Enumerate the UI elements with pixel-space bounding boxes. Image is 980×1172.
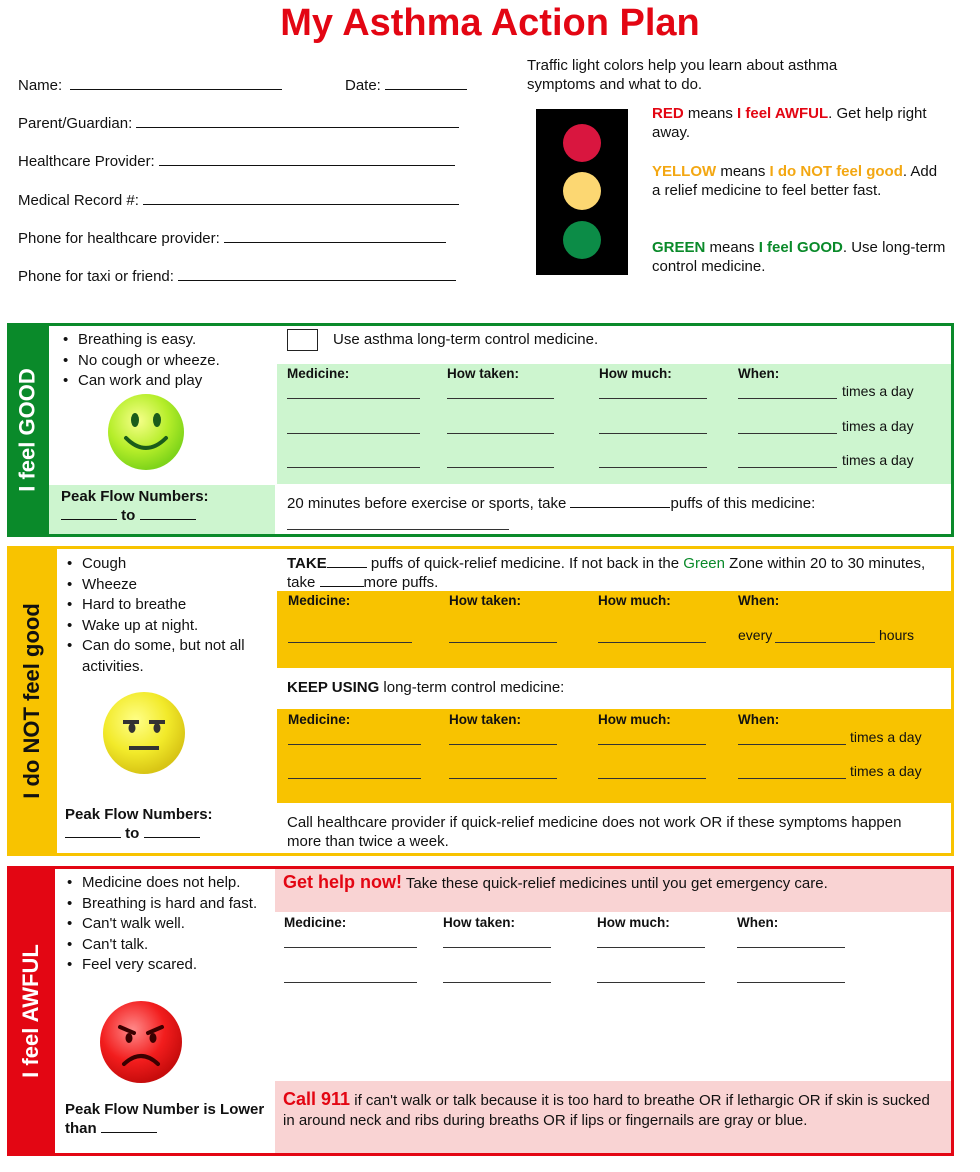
col-how-taken: How taken:: [447, 366, 520, 381]
times-a-day: times a day: [842, 383, 914, 399]
record-field[interactable]: [18, 191, 459, 209]
more-puffs-blank[interactable]: [320, 573, 364, 587]
keep-label: KEEP USING: [287, 679, 380, 696]
symptom-item: • Can do some, but not all activities.: [62, 636, 274, 677]
symptom-item: • Breathing is hard and fast.: [62, 894, 274, 915]
how-taken-blank[interactable]: [447, 467, 554, 468]
happy-face-icon: [106, 392, 186, 472]
exercise-instruction: [287, 494, 927, 513]
take-puffs-blank[interactable]: [327, 554, 367, 568]
how-much-blank[interactable]: [597, 947, 705, 948]
symptom-item: • Feel very scared.: [62, 955, 274, 976]
traffic-light-intro: Traffic light colors help you learn about asthma symptoms and what to do.: [527, 57, 838, 93]
times-a-day: times a day: [842, 418, 914, 434]
checkbox-label: Use asthma long-term control medicine.: [333, 331, 599, 348]
green-symptoms: [58, 330, 273, 392]
col-medicine: Medicine:: [288, 593, 351, 608]
green-zone-label: I feel GOOD: [15, 368, 41, 492]
provider-blank[interactable]: [159, 152, 455, 166]
page-title: My Asthma Action Plan: [280, 2, 700, 44]
take-green-word: Green: [683, 555, 725, 572]
medicine-blank[interactable]: [284, 947, 417, 948]
yellow-means: means: [716, 163, 770, 180]
times-a-day: times a day: [850, 729, 922, 745]
peakflow-to: to: [121, 507, 136, 524]
how-much-blank[interactable]: [599, 433, 707, 434]
red-zone-tab: [7, 866, 55, 1156]
medicine-blank[interactable]: [287, 467, 420, 468]
peakflow-label: Peak Flow Number is Lower than: [65, 1101, 265, 1137]
provider-label: Healthcare Provider:: [18, 153, 155, 170]
provider-field[interactable]: [18, 152, 455, 170]
col-medicine: Medicine:: [288, 712, 351, 727]
yellow-symptoms: [62, 554, 274, 677]
parent-label: Parent/Guardian:: [18, 115, 133, 132]
hours-label: hours: [879, 627, 915, 643]
when-blank[interactable]: [738, 467, 837, 468]
how-much-blank[interactable]: [599, 398, 707, 399]
how-much-blank[interactable]: [598, 778, 706, 779]
col-when: When:: [737, 915, 779, 930]
symptom-item: • Hard to breathe: [62, 595, 274, 616]
symptom-item: • Cough: [62, 554, 274, 575]
how-taken-blank[interactable]: [449, 642, 557, 643]
take-label: TAKE: [287, 555, 327, 572]
puffs-blank[interactable]: [570, 494, 670, 508]
name-blank[interactable]: [70, 76, 282, 90]
date-blank[interactable]: [385, 76, 467, 90]
yellow-rest: . Add a relief medicine to feel better fast.: [652, 163, 938, 199]
col-how-much: How much:: [597, 915, 670, 930]
how-taken-blank[interactable]: [447, 433, 554, 434]
col-medicine: Medicine:: [287, 366, 350, 381]
red-feel: I feel AWFUL: [737, 105, 829, 122]
name-field[interactable]: [18, 76, 282, 94]
when-blank[interactable]: [738, 433, 837, 434]
when-blank[interactable]: [738, 778, 846, 779]
green-zone-tab: [7, 323, 49, 537]
how-taken-blank[interactable]: [449, 778, 557, 779]
green-rest: . Use long-term control medicine.: [652, 239, 946, 275]
call911-text: if can't walk or talk because it is too hard to breathe OR if lethargic OR if skin is sucked in around neck and ribs during breaths OR if lips or fingernails are gray or blue.: [283, 1092, 930, 1129]
record-label: Medical Record #:: [18, 192, 139, 209]
col-how-much: How much:: [599, 366, 672, 381]
medicine-blank[interactable]: [287, 433, 420, 434]
take-text-b: Zone within 20 to 30 minutes, take: [287, 555, 926, 591]
green-peakflow: [61, 487, 209, 525]
keep-using-instruction: [287, 678, 564, 697]
record-blank[interactable]: [143, 191, 459, 205]
exercise-text-a: 20 minutes before exercise or sports, take: [287, 495, 567, 512]
traffic-light-icon: [536, 109, 628, 275]
col-how-much: How much:: [598, 593, 671, 608]
how-much-blank[interactable]: [598, 744, 706, 745]
green-light: [563, 221, 601, 259]
parent-blank[interactable]: [136, 114, 459, 128]
take-instruction: [287, 554, 942, 592]
red-word: RED: [652, 105, 684, 122]
green-feel: I feel GOOD: [758, 239, 843, 256]
medicine-blank[interactable]: [288, 778, 421, 779]
when-blank[interactable]: [738, 398, 837, 399]
get-help-instruction: [283, 873, 943, 893]
symptom-item: • No cough or wheeze.: [58, 351, 273, 372]
red-means: means: [683, 105, 738, 122]
sad-face-icon: [98, 1000, 184, 1084]
keep-text: long-term control medicine:: [379, 679, 565, 696]
red-symptoms: [62, 873, 274, 976]
peakflow-low-blank[interactable]: [61, 506, 117, 520]
times-a-day: times a day: [850, 763, 922, 779]
yellow-feel: I do NOT feel good: [769, 163, 903, 180]
col-medicine: Medicine:: [284, 915, 347, 930]
provider-phone-label: Phone for healthcare provider:: [18, 230, 220, 247]
worried-face-icon: [101, 690, 187, 776]
col-how-much: How much:: [598, 712, 671, 727]
green-explanation: [652, 238, 947, 276]
provider-phone-field[interactable]: [18, 229, 446, 247]
every-hours-blank[interactable]: [775, 642, 875, 643]
green-means: means: [705, 239, 759, 256]
taxi-phone-label: Phone for taxi or friend:: [18, 268, 174, 285]
get-help-text: Take these quick-relief medicines until you get emergency care.: [402, 875, 828, 892]
yellow-word: YELLOW: [652, 163, 717, 180]
col-how-taken: How taken:: [443, 915, 516, 930]
how-taken-blank[interactable]: [449, 744, 557, 745]
peakflow-label: Peak Flow Numbers:: [61, 488, 209, 505]
call911-instruction: [283, 1089, 943, 1131]
take-text-a: puffs of quick-relief medicine. If not back in the: [366, 555, 684, 572]
when-blank[interactable]: [738, 744, 846, 745]
yellow-zone-tab: [7, 546, 57, 856]
peakflow-low-blank[interactable]: [65, 824, 121, 838]
every-label: every: [738, 627, 773, 643]
date-field[interactable]: [345, 76, 467, 94]
symptom-item: • Can't walk well.: [62, 914, 274, 935]
yellow-light: [563, 172, 601, 210]
peakflow-high-blank[interactable]: [144, 824, 200, 838]
medicine-blank[interactable]: [288, 744, 421, 745]
how-much-blank[interactable]: [597, 982, 705, 983]
yellow-peakflow: [65, 805, 213, 843]
exercise-text-b: puffs of this medicine:: [670, 495, 816, 512]
call-provider-text: Call healthcare provider if quick-relief medicine does not work OR if these symptoms happen more than twice a week.: [287, 814, 902, 850]
how-much-blank[interactable]: [598, 642, 706, 643]
times-a-day: times a day: [842, 452, 914, 468]
parent-field[interactable]: [18, 114, 459, 132]
how-taken-blank[interactable]: [447, 398, 554, 399]
col-how-taken: How taken:: [449, 712, 522, 727]
col-when: When:: [738, 366, 780, 381]
red-peakflow: [65, 1100, 265, 1138]
taxi-phone-blank[interactable]: [178, 267, 456, 281]
red-explanation: [652, 104, 947, 142]
when-blank[interactable]: [737, 947, 845, 948]
how-taken-blank[interactable]: [443, 947, 551, 948]
yellow-zone-label: I do NOT feel good: [19, 603, 45, 799]
red-light: [563, 124, 601, 162]
peakflow-lower-blank[interactable]: [101, 1119, 157, 1133]
when-blank[interactable]: [737, 982, 845, 983]
symptom-item: • Can work and play: [58, 371, 273, 392]
call911-label: Call 911: [283, 1089, 351, 1109]
red-rest: . Get help right away.: [652, 105, 927, 141]
provider-phone-blank[interactable]: [224, 229, 446, 243]
col-when: When:: [738, 593, 780, 608]
taxi-phone-field[interactable]: [18, 267, 456, 285]
how-taken-blank[interactable]: [443, 982, 551, 983]
red-zone-label: I feel AWFUL: [18, 944, 44, 1078]
symptom-item: • Medicine does not help.: [62, 873, 274, 894]
peakflow-to: to: [125, 825, 140, 842]
name-label: Name:: [18, 77, 63, 94]
exercise-medicine-blank[interactable]: [287, 529, 509, 530]
long-term-checkbox[interactable]: [287, 329, 318, 351]
get-help-label: Get help now!: [283, 872, 402, 892]
yellow-explanation: [652, 162, 947, 200]
symptom-item: • Wake up at night.: [62, 616, 274, 637]
col-when: When:: [738, 712, 780, 727]
medicine-blank[interactable]: [284, 982, 417, 983]
take-text-c: more puffs.: [363, 574, 439, 591]
peakflow-label: Peak Flow Numbers:: [65, 806, 213, 823]
green-word: GREEN: [652, 239, 706, 256]
symptom-item: • Wheeze: [62, 575, 274, 596]
how-much-blank[interactable]: [599, 467, 707, 468]
medicine-blank[interactable]: [287, 398, 420, 399]
date-label: Date:: [345, 77, 381, 94]
symptom-item: • Breathing is easy.: [58, 330, 273, 351]
col-how-taken: How taken:: [449, 593, 522, 608]
symptom-item: • Can't talk.: [62, 935, 274, 956]
peakflow-high-blank[interactable]: [140, 506, 196, 520]
medicine-blank[interactable]: [288, 642, 412, 643]
